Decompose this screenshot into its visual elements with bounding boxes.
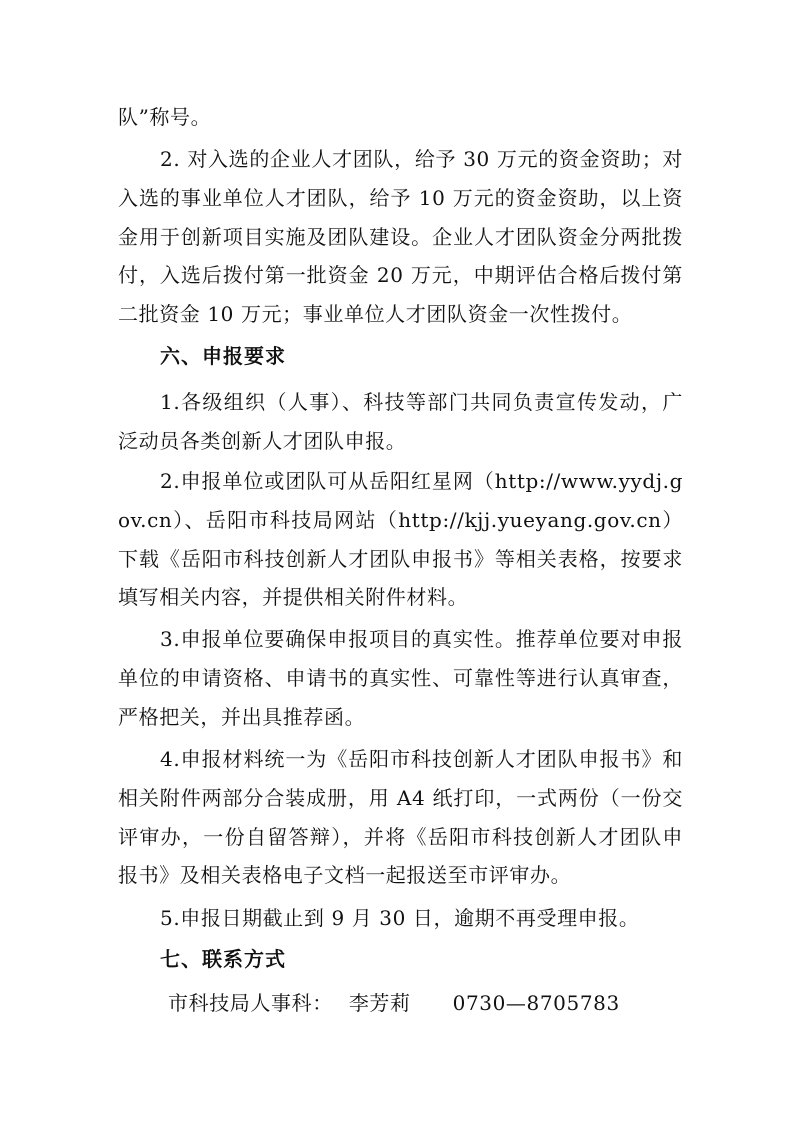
paragraph-req-2: 2.申报单位或团队可从岳阳红星网（http://www.yydj.gov.cn）、岳阳市科技局网站（http://kjj.yueyang.gov.cn）下载《岳阳市科技创新人才团队申报书》等相关表格，按要求填写相关内容，并提供相关附件材料。 (118, 469, 683, 610)
contact-name: 李芳莉 (348, 991, 411, 1015)
contact-line (168, 984, 620, 1023)
paragraph-funding: 2. 对入选的企业人才团队，给予 30 万元的资金资助；对入选的事业单位人才团队，给予 10 万元的资金资助，以上资金用于创新项目实施及团队建设。企业人才团队资金分两批拨付，入选后拨付第一批资金 20 万元，中期评估合格后拨付第二批资金 10 万元；事业单位人才团队资金一次性拨付。 (118, 147, 683, 327)
section-heading-requirements: 六、申报要求 (160, 344, 286, 368)
paragraph-req-4: 4.申报材料统一为《岳阳市科技创新人才团队申报书》和相关附件两部分合装成册，用 A4 纸打印，一式两份（一份交评审办，一份自留答辩），并将《岳阳市科技创新人才团队申报书》及相关表格电子文档一起报送至市评审办。 (118, 747, 683, 888)
paragraph-req-3: 3.申报单位要确保申报项目的真实性。推荐单位要对申报单位的申请资格、申请书的真实性、可靠性等进行认真审查，严格把关，并出具推荐函。 (118, 627, 683, 729)
paragraph-req-5: 5.申报日期截止到 9 月 30 日，逾期不再受理申报。 (160, 906, 640, 930)
paragraph-req-1: 1.各级组织（人事）、科技等部门共同负责宣传发动，广泛动员各类创新人才团队申报。 (118, 390, 683, 453)
paragraph-continuation: 队”称号。 (118, 105, 212, 129)
contact-phone: 0730—8705783 (452, 991, 620, 1015)
contact-label: 市科技局人事科： (168, 991, 333, 1015)
section-heading-contact: 七、联系方式 (160, 947, 286, 971)
